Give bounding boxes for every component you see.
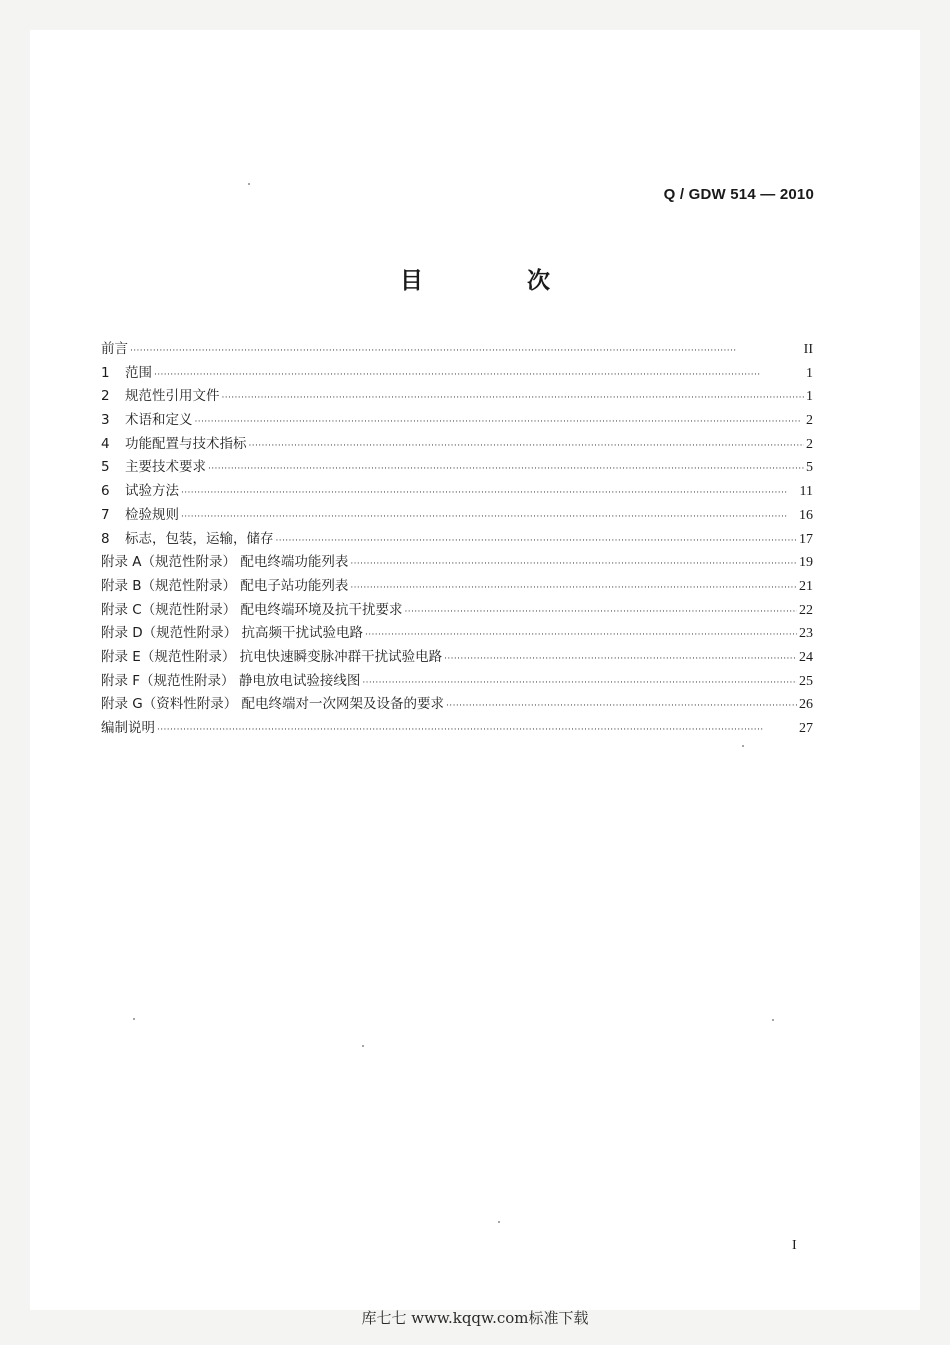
table-of-contents <box>101 338 813 741</box>
scan-speck <box>742 745 744 747</box>
toc-entry-page: 5 <box>806 460 813 476</box>
toc-entry <box>101 433 813 457</box>
toc-entry-page: 25 <box>799 673 813 689</box>
toc-dot-leader <box>154 364 804 388</box>
toc-entry <box>101 528 813 552</box>
toc-entry-number: 5 <box>101 459 110 476</box>
toc-entry-label: 规范性引用文件 <box>125 388 220 405</box>
toc-entry-label: 试验方法 <box>125 483 179 500</box>
toc-entry-page: 23 <box>799 626 813 642</box>
toc-entry-label: 编制说明 <box>101 720 155 736</box>
toc-entry <box>101 551 813 575</box>
toc-entry <box>101 338 813 362</box>
toc-entry <box>101 409 813 433</box>
toc-entry <box>101 693 813 717</box>
toc-entry-label: 附录 D（规范性附录） 抗高频干扰试验电路 <box>101 625 363 642</box>
toc-entry-page: 17 <box>799 531 813 547</box>
toc-entry-number: 2 <box>101 388 110 405</box>
toc-entry-label: 前言 <box>101 341 128 357</box>
toc-dot-leader <box>130 340 802 364</box>
toc-entry-number: 4 <box>101 435 110 452</box>
toc-entry <box>101 480 813 504</box>
scan-speck <box>362 1045 364 1047</box>
toc-entry <box>101 646 813 670</box>
toc-entry-page: 1 <box>806 365 813 381</box>
toc-entry <box>101 622 813 646</box>
toc-entry-page: 21 <box>799 578 813 594</box>
toc-dot-leader <box>195 411 805 435</box>
toc-entry <box>101 717 813 741</box>
toc-entry-number: 1 <box>101 364 110 381</box>
toc-title: 目 次 <box>399 268 598 294</box>
toc-dot-leader <box>222 387 805 411</box>
toc-entry-page: 2 <box>806 413 813 429</box>
toc-dot-leader <box>446 695 797 719</box>
toc-dot-leader <box>350 577 797 601</box>
toc-entry-label: 附录 E（规范性附录） 抗电快速瞬变脉冲群干扰试验电路 <box>101 648 443 665</box>
toc-dot-leader <box>249 435 805 459</box>
toc-entry-number: 7 <box>101 506 110 523</box>
toc-entry-page: 1 <box>806 389 813 405</box>
scan-speck <box>498 1221 500 1223</box>
standard-code: Q / GDW 514 — 2010 <box>663 186 814 203</box>
toc-entry-label: 主要技术要求 <box>125 459 206 476</box>
toc-entry <box>101 362 813 386</box>
toc-entry-page: 2 <box>806 436 813 452</box>
toc-entry-page: 27 <box>799 721 813 736</box>
toc-dot-leader <box>276 530 798 554</box>
toc-dot-leader <box>365 624 797 648</box>
scan-speck <box>772 1019 774 1021</box>
toc-entry <box>101 575 813 599</box>
toc-entry-label: 标志，包装，运输，储存 <box>125 530 274 547</box>
footer-watermark: 库七七 www.kqqw.com标准下载 <box>361 1309 589 1327</box>
page-number: I <box>792 1238 797 1253</box>
toc-entry <box>101 385 813 409</box>
toc-entry-label: 附录 A（规范性附录） 配电终端功能列表 <box>101 554 349 571</box>
toc-entry <box>101 599 813 623</box>
toc-entry-number: 3 <box>101 412 110 429</box>
toc-entry-label: 功能配置与技术指标 <box>125 435 247 452</box>
toc-entry-label: 术语和定义 <box>125 412 193 429</box>
toc-entry-label: 检验规则 <box>125 506 179 523</box>
toc-dot-leader <box>157 719 797 743</box>
toc-dot-leader <box>350 553 797 577</box>
toc-entry-page: 11 <box>799 484 813 500</box>
toc-entry-page: II <box>803 342 813 357</box>
toc-entry-page: 26 <box>799 697 813 713</box>
toc-dot-leader <box>208 458 804 482</box>
toc-entry-label: 附录 B（规范性附录） 配电子站功能列表 <box>101 577 349 594</box>
toc-entry-label: 附录 F（规范性附录） 静电放电试验接线图 <box>101 672 361 689</box>
toc-entry-page: 22 <box>799 602 813 618</box>
toc-entry-page: 24 <box>799 649 813 665</box>
toc-entry <box>101 670 813 694</box>
toc-entry-label: 范围 <box>125 364 152 381</box>
toc-entry-label: 附录 G（资料性附录） 配电终端对一次网架及设备的要求 <box>101 696 445 713</box>
toc-entry <box>101 504 813 528</box>
toc-dot-leader <box>362 672 797 696</box>
toc-dot-leader <box>181 506 797 530</box>
toc-dot-leader <box>181 482 798 506</box>
toc-dot-leader <box>444 648 797 672</box>
scan-speck <box>248 183 250 185</box>
toc-entry-page: 19 <box>799 555 813 571</box>
toc-entry-label: 附录 C（规范性附录） 配电终端环境及抗干扰要求 <box>101 601 403 618</box>
scan-speck <box>133 1018 135 1020</box>
toc-entry-page: 16 <box>799 507 813 523</box>
toc-dot-leader <box>405 601 797 625</box>
toc-entry-number: 8 <box>101 530 110 547</box>
toc-entry <box>101 456 813 480</box>
toc-entry-number: 6 <box>101 483 110 500</box>
